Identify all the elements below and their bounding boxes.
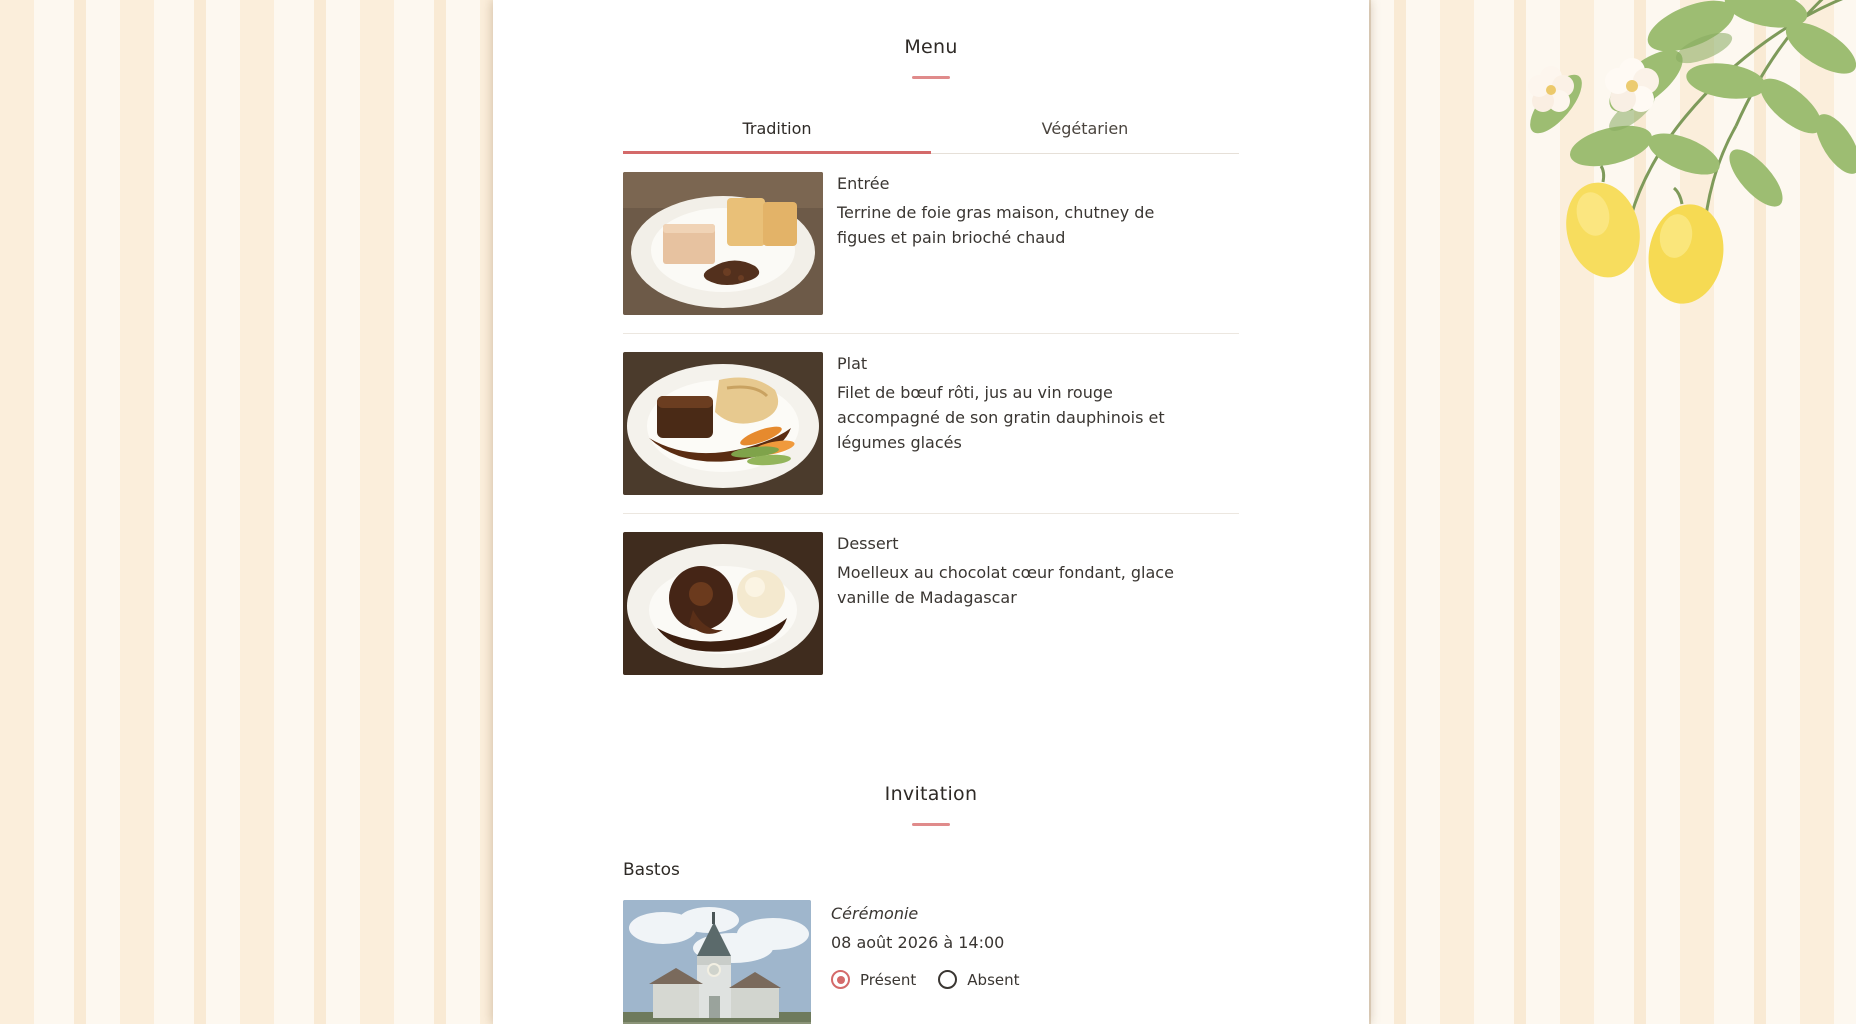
menu-title-rule xyxy=(912,76,950,79)
invitation-section xyxy=(493,747,1369,1024)
invitation-details xyxy=(831,900,1020,1024)
foie-gras-plate-photo xyxy=(623,172,823,315)
church-venue-photo xyxy=(623,900,811,1024)
menu-item-text xyxy=(837,172,1197,315)
page-content xyxy=(493,0,1369,1024)
invitation-event-type: Cérémonie xyxy=(831,904,919,923)
rsvp-option-present[interactable] xyxy=(831,970,916,989)
invitation-group-name: Bastos xyxy=(623,860,680,880)
invitation-event-date: 08 août 2026 à 14:00 xyxy=(831,933,1005,952)
menu-item-text xyxy=(837,352,1197,495)
menu-section-title: Menu xyxy=(904,36,958,58)
tab-vegetarien[interactable]: Végétarien xyxy=(1041,119,1129,138)
tab-tradition[interactable]: Tradition xyxy=(623,109,931,154)
menu-item-description: Terrine de foie gras maison, chutney de figues et pain brioché chaud xyxy=(837,203,1155,247)
invitation-page-sheet xyxy=(493,0,1369,1024)
beef-fillet-plate-photo xyxy=(623,352,823,495)
invitation-section-title: Invitation xyxy=(884,783,978,805)
menu-item-text xyxy=(837,532,1197,675)
menu-item xyxy=(623,334,1239,514)
menu-item xyxy=(623,154,1239,334)
radio-present-icon[interactable] xyxy=(831,970,850,989)
rsvp-absent-label: Absent xyxy=(967,970,1020,989)
menu-item-course: Entrée xyxy=(837,174,890,193)
menu-tabs xyxy=(623,109,1239,154)
menu-section xyxy=(493,0,1369,693)
radio-absent-icon[interactable] xyxy=(938,970,957,989)
menu-item-description: Filet de bœuf rôti, jus au vin rouge accompagné de son gratin dauphinois et légumes glacés xyxy=(837,383,1165,452)
invitation-title-rule xyxy=(912,823,950,826)
menu-item-list xyxy=(623,154,1239,693)
rsvp-present-label: Présent xyxy=(860,970,917,989)
menu-item xyxy=(623,514,1239,693)
rsvp-radio-group xyxy=(831,970,1020,989)
rsvp-option-absent[interactable] xyxy=(938,970,1019,989)
chocolate-fondant-plate-photo xyxy=(623,532,823,675)
menu-item-course: Plat xyxy=(837,354,868,373)
menu-item-description: Moelleux au chocolat cœur fondant, glace vanille de Madagascar xyxy=(837,563,1174,607)
invitation-event xyxy=(623,900,1239,1024)
menu-item-course: Dessert xyxy=(837,534,899,553)
